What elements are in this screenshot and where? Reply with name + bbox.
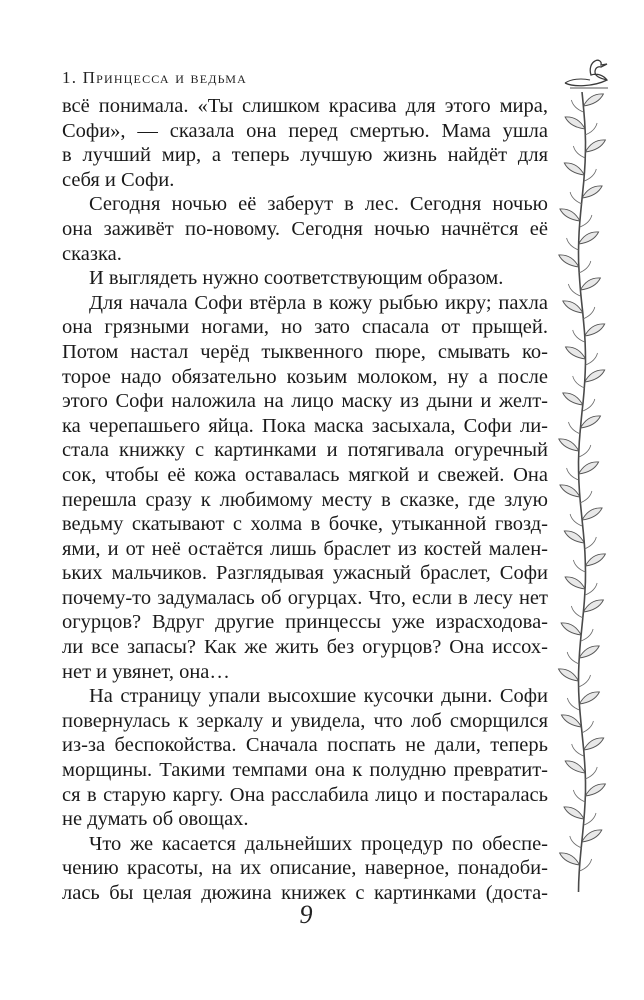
text-line: огурцов? Вдруг другие принцессы уже израсходова- bbox=[62, 611, 548, 634]
swan-icon bbox=[562, 56, 614, 90]
text-line: нет и увянет, она… bbox=[62, 660, 230, 683]
vine-tendril bbox=[567, 468, 579, 480]
text-line: Для начала Софи втёрла в кожу рыбью икру; пахла bbox=[89, 291, 548, 314]
vine-leaf bbox=[565, 117, 585, 129]
text-line: всё понимала. «Ты слишком красива для этого мира, bbox=[62, 95, 548, 117]
vine-tendril bbox=[570, 192, 582, 204]
vine-tendril bbox=[580, 215, 592, 227]
text-line: ями, и от неё остаётся лишь браслет из костей мален- bbox=[62, 537, 548, 560]
text-line: сказка. bbox=[62, 242, 122, 265]
vine-tendril bbox=[567, 238, 579, 250]
vine-tendril bbox=[570, 836, 582, 848]
text-line: этого Софи наложила на лицо маску из дыни и желт- bbox=[62, 390, 548, 413]
text-line: стала книжку с картинками и потягивала огуречный bbox=[62, 439, 548, 462]
text-line: из-за беспокойства. Сначала поспать не дали, теперь bbox=[62, 734, 548, 757]
vine-tendril bbox=[567, 652, 579, 664]
vine-tendril bbox=[583, 307, 595, 319]
paragraph-6 bbox=[62, 832, 548, 906]
vine-tendril bbox=[579, 261, 591, 273]
vine-tendril bbox=[585, 583, 597, 595]
paragraph-5 bbox=[62, 684, 548, 832]
vine-leaf bbox=[579, 232, 599, 244]
text-line: себя и Софи. bbox=[62, 168, 175, 191]
text-line: в лучший мир, а теперь лучшую жизнь найдёт для bbox=[62, 144, 548, 167]
vine-tendril bbox=[569, 422, 581, 434]
vine-leaf bbox=[560, 485, 580, 497]
paragraph-3 bbox=[62, 266, 548, 291]
vine-leaf bbox=[582, 830, 602, 842]
vine-tendril bbox=[579, 445, 591, 457]
paragraph-4 bbox=[62, 291, 548, 685]
vine-tendril bbox=[573, 560, 585, 572]
text-line: Софи», — сказала она перед смертью. Мама ушла bbox=[62, 119, 548, 142]
vine-leaf bbox=[559, 255, 579, 267]
vine-tendril bbox=[570, 514, 582, 526]
vine-tendril bbox=[571, 606, 583, 618]
vine-leaf bbox=[565, 761, 585, 773]
vine-leaf bbox=[563, 393, 583, 405]
running-head: 1. Принцесса и ведьма bbox=[62, 68, 247, 87]
vine-leaf bbox=[580, 278, 600, 290]
text-line: ведьму скатывают с холма в бочке, утыканной гвозд- bbox=[62, 513, 548, 536]
vine-leaf bbox=[560, 853, 580, 865]
text-line: чению красоты, на их описание, наверное, понадоби- bbox=[62, 857, 548, 880]
vine-leaf bbox=[564, 807, 584, 819]
vine-tendril bbox=[580, 859, 592, 871]
vine-leaf bbox=[585, 324, 605, 336]
text-line: ка черепашьего яйца. Пока маска засыхала, Софи ли- bbox=[62, 414, 548, 437]
vine-leaf bbox=[565, 577, 585, 589]
vine-tendril bbox=[585, 767, 597, 779]
vine-tendril bbox=[572, 744, 584, 756]
vine-tendril bbox=[573, 330, 585, 342]
vine-tendril bbox=[581, 629, 593, 641]
text-line: перешла сразу к любимому месту в сказке, где злую bbox=[62, 488, 548, 511]
paragraph-2 bbox=[62, 192, 548, 266]
page-number: 9 bbox=[299, 900, 313, 929]
vine-leaf bbox=[560, 209, 580, 221]
vine-leaf bbox=[585, 784, 605, 796]
text-line: Потом настал черёд тыквенного пюре, смывать ко- bbox=[62, 340, 548, 363]
vine-leaf bbox=[566, 347, 586, 359]
vine-leaf bbox=[583, 600, 603, 612]
text-line: ли все запасы? Как же жить без огурцов? Она иссох- bbox=[62, 636, 548, 659]
vine-leaf bbox=[585, 370, 605, 382]
vine-leaf bbox=[563, 301, 583, 313]
vine-leaf bbox=[561, 715, 581, 727]
text-line: И выглядеть нужно соответствующим образом. bbox=[89, 267, 504, 290]
paragraph-1 bbox=[62, 94, 548, 192]
vine-leaf bbox=[582, 508, 602, 520]
vine-leaf bbox=[582, 186, 602, 198]
text-line: она заживёт по-новому. Сегодня ночью начнётся её bbox=[62, 217, 548, 240]
vine-tendril bbox=[584, 537, 596, 549]
vine-tendril bbox=[568, 284, 580, 296]
vine-leaf bbox=[585, 140, 605, 152]
vine-tendril bbox=[573, 376, 585, 388]
vine-leaf bbox=[581, 416, 601, 428]
text-line: ся в старую каргу. Она расслабила лицо и постаралась bbox=[62, 783, 548, 806]
text-line: торое надо обязательно козьим молоком, ну а после bbox=[62, 365, 548, 388]
vine-leaf bbox=[564, 163, 584, 175]
text-line: не думать об овощах. bbox=[62, 808, 249, 831]
vine-leaf bbox=[579, 462, 599, 474]
vine-tendril bbox=[567, 698, 579, 710]
text-line: почему-то задумалась об огурцах. Что, если в лесу нет bbox=[62, 586, 548, 609]
vine-leaf bbox=[584, 738, 604, 750]
vine-leaf bbox=[564, 531, 584, 543]
text-line: ьких мальчиков. Разглядывая ужасный браслет, Софи bbox=[62, 562, 548, 585]
vine-leaf bbox=[583, 94, 603, 106]
vine-tendril bbox=[579, 675, 591, 687]
vine-tendril bbox=[581, 721, 593, 733]
text-line: лась бы целая дюжина книжек с картинками (доста- bbox=[62, 882, 548, 904]
text-line: сок, чтобы её кожа оставалась мягкой и свежей. Она bbox=[62, 463, 548, 486]
vine-tendril bbox=[584, 813, 596, 825]
vine-leaf bbox=[579, 692, 599, 704]
vine-tendril bbox=[586, 353, 598, 365]
vine-leaf bbox=[585, 554, 605, 566]
text-line: Что же касается дальнейших процедур по обеспе- bbox=[89, 832, 548, 855]
vine-tendril bbox=[583, 399, 595, 411]
vine-leaf bbox=[559, 669, 579, 681]
text-line: морщины. Такими темпами она к полудню превратит- bbox=[62, 759, 548, 782]
vine-tendril bbox=[580, 491, 592, 503]
text-line: Сегодня ночью её заберут в лес. Сегодня ночью bbox=[89, 193, 548, 216]
vine-tendril bbox=[573, 146, 585, 158]
vine-tendril bbox=[573, 790, 585, 802]
vine-leaf bbox=[559, 439, 579, 451]
vine-tendril bbox=[585, 123, 597, 135]
body-text bbox=[62, 94, 548, 906]
vine-ornament bbox=[556, 92, 614, 892]
text-line: На страницу упали высохшие кусочки дыни. Софи bbox=[89, 685, 548, 708]
vine-tendril bbox=[571, 100, 583, 112]
text-line: она грязными ногами, но зато спасала от прыщей. bbox=[62, 316, 548, 339]
vine-leaf bbox=[579, 646, 599, 658]
vine-leaf bbox=[561, 623, 581, 635]
vine-tendril bbox=[584, 169, 596, 181]
text-line: повернулась к зеркалу и увидела, что лоб сморщился bbox=[62, 709, 548, 732]
